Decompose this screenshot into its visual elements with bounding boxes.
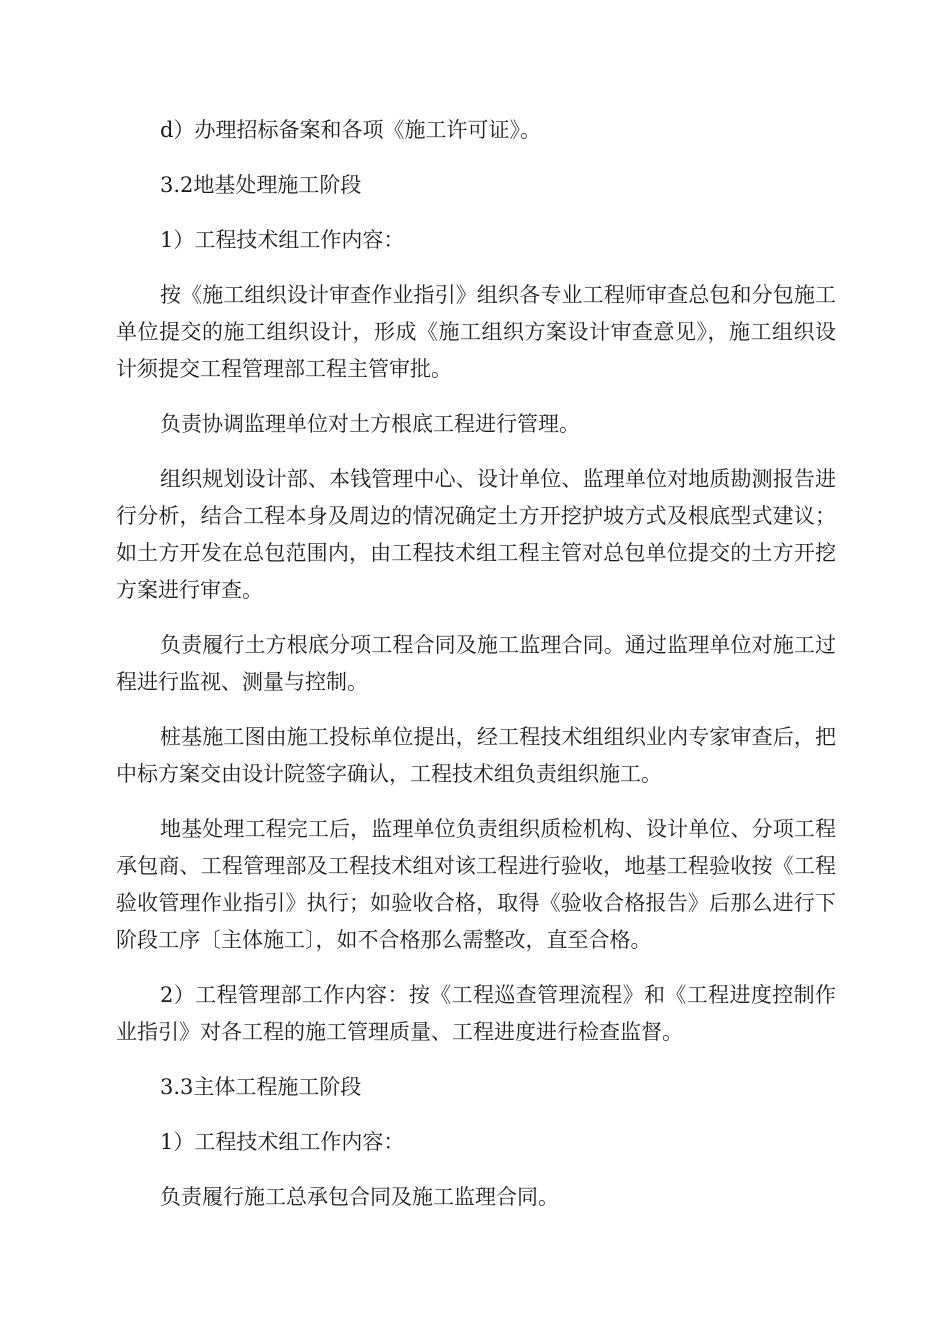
paragraph-permit-filing: d）办理招标备案和各项《施工许可证》。 xyxy=(160,118,541,142)
paragraph-contract-performance: 负责履行土方根底分项工程合同及施工监理合同。通过监理单位对施工过程进行监视、测量与控制。 xyxy=(116,633,836,694)
paragraph-coordinate-supervision: 负责协调监理单位对土方根底工程进行管理。 xyxy=(160,412,580,436)
subheading-tech-group-2: 1）工程技术组工作内容： xyxy=(160,1130,405,1154)
section-heading-3-2: 3.2地基处理施工阶段 xyxy=(160,173,362,197)
paragraph-general-contract: 负责履行施工总承包合同及施工监理合同。 xyxy=(160,1185,559,1209)
paragraph-pile-foundation: 桩基施工图由施工投标单位提出，经工程技术组组织业内专家审查后，把中标方案交由设计院签字确认，工程技术组负责组织施工。 xyxy=(116,725,836,786)
paragraph-construction-design-review: 按《施工组织设计审查作业指引》组织各专业工程师审查总包和分包施工单位提交的施工组织设计，形成《施工组织方案设计审查意见》，施工组织设计须提交工程管理部工程主管审批。 xyxy=(116,283,836,381)
paragraph-foundation-acceptance: 地基处理工程完工后，监理单位负责组织质检机构、设计单位、分项工程承包商、工程管理部及工程技术组对该工程进行验收，地基工程验收按《工程验收管理作业指引》执行；如验收合格，取得《验收合格报告》后那么进行下阶段工序〔主体施工〕，如不合格那么需整改，直至合格。 xyxy=(116,817,836,952)
paragraph-management-dept: 2）工程管理部工作内容：按《工程巡查管理流程》和《工程进度控制作业指引》对各工程的施工管理质量、工程进度进行检查监督。 xyxy=(116,983,836,1044)
paragraph-geological-analysis: 组织规划设计部、本钱管理中心、设计单位、监理单位对地质勘测报告进行分析，结合工程本身及周边的情况确定土方开挖护坡方式及根底型式建议；如土方开发在总包范围内，由工程技术组工程主管对总包单位提交的土方开挖方案进行审查。 xyxy=(116,467,836,602)
section-heading-3-3: 3.3主体工程施工阶段 xyxy=(160,1075,362,1099)
subheading-tech-group: 1）工程技术组工作内容： xyxy=(160,228,405,252)
